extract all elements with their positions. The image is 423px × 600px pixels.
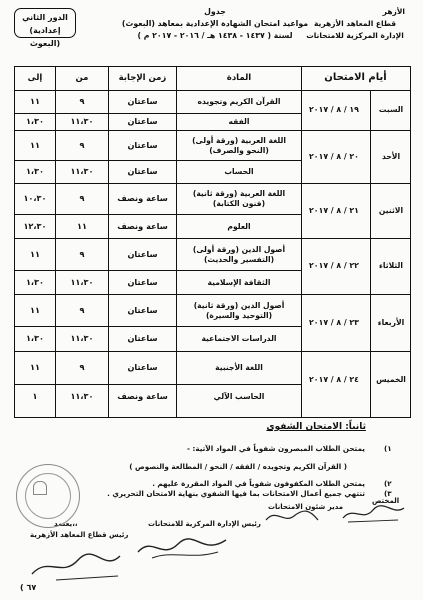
row-divider [15,270,301,271]
duration-cell: ساعتان [127,96,158,106]
title-line-3: لسنة ( ١٤٣٧ - ١٤٣٨ هـ / ٢٠١٦ - ٢٠١٧ م ) [137,31,293,40]
day-date: ٢١ / ٨ / ٢٠١٧ [309,205,359,215]
sector-head-label: رئيس قطاع المعاهد الأزهرية [30,531,129,539]
end-time-cell: ١،٣٠ [25,276,45,287]
title-line-2: مواعيد امتحان الشهادة الإعدادية بمعاهد (البعوث) [121,19,309,28]
central-admin-signature [132,530,232,564]
row-divider [15,326,301,327]
specialist-signature [338,502,408,526]
duration-cell: ساعتان [127,116,158,126]
duration-cell: ساعتان [127,304,158,315]
stamp-inner-ring [25,473,71,519]
subject-cell [178,363,300,373]
org-line-2: قطاع المعاهد الأزهرية [313,19,397,28]
end-time-cell: ١،٣٠ [25,166,45,176]
end-time-cell: ١١ [30,362,40,372]
day-name: السبت [378,105,404,114]
oral-item-marker: (٢ [384,479,392,488]
end-time-cell: ١١ [30,248,40,259]
round-line-1: الدور الثاني [22,13,68,22]
row-divider [15,160,301,161]
oral-item-marker: (٣ [384,489,392,498]
duration-cell: ساعتان [127,362,158,372]
subject-name: اللغة العربية (ورقة ثانية) [192,189,286,198]
row-divider [15,214,301,215]
subject-cell [178,301,300,321]
round-line-2: (إعدادية البعوث) [29,26,61,48]
subject-cell [178,97,300,107]
day-name: الأربعاء [377,317,405,327]
duration-cell: ساعتان [127,139,158,150]
end-time-cell: ١،٣٠ [25,116,45,126]
duration-cell: ساعتان [127,248,158,259]
day-block [15,184,410,239]
subject-name: الدراسات الاجتماعية [201,334,277,343]
subject-branch: (النحو والصرف) [209,145,269,155]
central-admin-head-label: رئيس الإدارة المركزية للامتحانات [148,520,261,528]
subject-cell [178,334,300,344]
day-date: ١٩ / ٨ / ٢٠١٧ [309,105,359,114]
oral-item-3: تنتهي جميع أعمال الامتحانات بما فيها الشفوي بنهاية الامتحان التحريري . [107,489,365,498]
start-time-cell: ١١،٣٠ [70,116,94,126]
official-stamp [16,464,80,528]
day-date: ٢٤ / ٨ / ٢٠١٧ [309,375,359,384]
start-time-cell: ٩ [79,139,85,150]
subject-cell [178,392,300,402]
subject-name: الفقه [228,117,250,126]
start-time-cell: ٩ [79,193,85,203]
document-title [120,6,310,42]
subject-name: العلوم [227,221,251,231]
subject-branch: (التفسير والحديث) [203,254,275,264]
day-block [15,131,410,184]
day-block [15,239,410,295]
specialist-label: المختص [372,497,400,505]
subject-cell [178,117,300,127]
director-signature [262,506,322,528]
day-date: ٢٣ / ٨ / ٢٠١٧ [309,317,359,327]
subject-branch: (التوحيد والسيرة) [205,310,273,320]
org-line-1: الأزهر [382,7,405,16]
subject-name: اللغة الأجنبية [215,363,263,372]
day-date: ٢٠ / ٨ / ٢٠١٧ [309,151,359,161]
day-name: الأحد [381,151,401,161]
subject-cell [178,136,300,156]
duration-cell: ساعة ونصف [117,193,168,203]
end-time-cell: ١٢،٣٠ [23,220,47,231]
schedule-table [14,66,411,418]
subject-branch: (فنون الكتابة) [212,199,266,208]
end-time-cell: ١٠،٣٠ [23,193,47,203]
oral-item-marker: (١ [384,444,392,453]
duration-cell: ساعتان [127,166,158,176]
organization-header [301,6,409,42]
day-block [15,352,410,410]
subject-cell [178,278,300,288]
duration-cell: ساعتان [127,276,158,287]
day-block [15,91,410,131]
sector-head-signature [26,548,126,584]
subject-name: الثقافة الإسلامية [207,277,271,287]
end-time-cell: ١١ [30,96,40,106]
subject-name: أصول الدين (ورقة ثانية) [193,300,285,310]
stamp-mosque-icon [33,481,47,495]
subject-cell [178,189,300,209]
oral-item-2: يمتحن الطلاب المكفوفون شفوياً في المواد المقررة عليهم . [152,479,365,488]
start-time-cell: ٩ [79,362,85,372]
header-subject: المادة [226,73,252,83]
duration-cell: ساعتان [127,333,158,343]
start-time-cell: ١١،٣٠ [70,276,94,287]
start-time-cell: ١١ [77,220,87,231]
oral-item-1-subjects: ( القرآن الكريم وتجويده / الفقه / النحو / المطالعة والنصوص ) [129,462,347,471]
end-time-cell: ١١ [30,139,40,150]
header-duration: زمن الإجابة [118,73,167,83]
table-header-row [15,67,410,91]
header-days: أيام الامتحان [324,72,387,83]
row-divider [15,384,301,385]
day-date: ٢٢ / ٨ / ٢٠١٧ [309,261,359,270]
duration-cell: ساعة ونصف [117,391,168,401]
subject-name: القرآن الكريم وتجويده [197,97,281,106]
start-time-cell: ٩ [79,248,85,259]
header-to: إلى [27,73,43,83]
subject-cell [178,167,300,177]
subject-cell [178,222,300,232]
start-time-cell: ١١،٣٠ [70,166,94,176]
end-time-cell: ١،٣٠ [25,333,45,343]
end-time-cell: ١ [32,391,38,401]
duration-cell: ساعة ونصف [117,220,168,231]
oral-item-1: يمتحن الطلاب المبصرون شفوياً في المواد الآتية: - [187,444,365,453]
row-divider [15,113,301,114]
end-time-cell: ١١ [30,304,40,315]
subject-name: الحاسب الآلي [213,392,265,401]
day-block [15,295,410,352]
subject-name: اللغة العربية (ورقة أولى) [192,135,286,145]
start-time-cell: ٩ [79,304,85,315]
day-name: الثلاثاء [379,261,403,270]
subject-name: أصول الدين (ورقة أولى) [192,244,286,254]
subject-cell [178,245,300,265]
exam-round-box [14,8,76,48]
exams-director-label: مدير شئون الامتحانات [268,503,344,511]
start-time-cell: ١١،٣٠ [70,333,94,343]
subject-name: الحساب [224,167,254,176]
title-line-1: جدول [204,7,226,16]
page-marker: ( ٦٧ [20,583,37,592]
start-time-cell: ١١،٣٠ [70,391,94,401]
oral-exam-title: ثانياً: الامتحان الشفوي [266,422,366,432]
approval-label: يعتمد،، [54,520,78,528]
day-name: الاثنين [378,205,404,215]
start-time-cell: ٩ [79,96,85,106]
org-line-3: الإدارة المركزية للامتحانات [306,31,404,40]
header-from: من [75,73,89,83]
day-name: الخميس [376,375,406,384]
